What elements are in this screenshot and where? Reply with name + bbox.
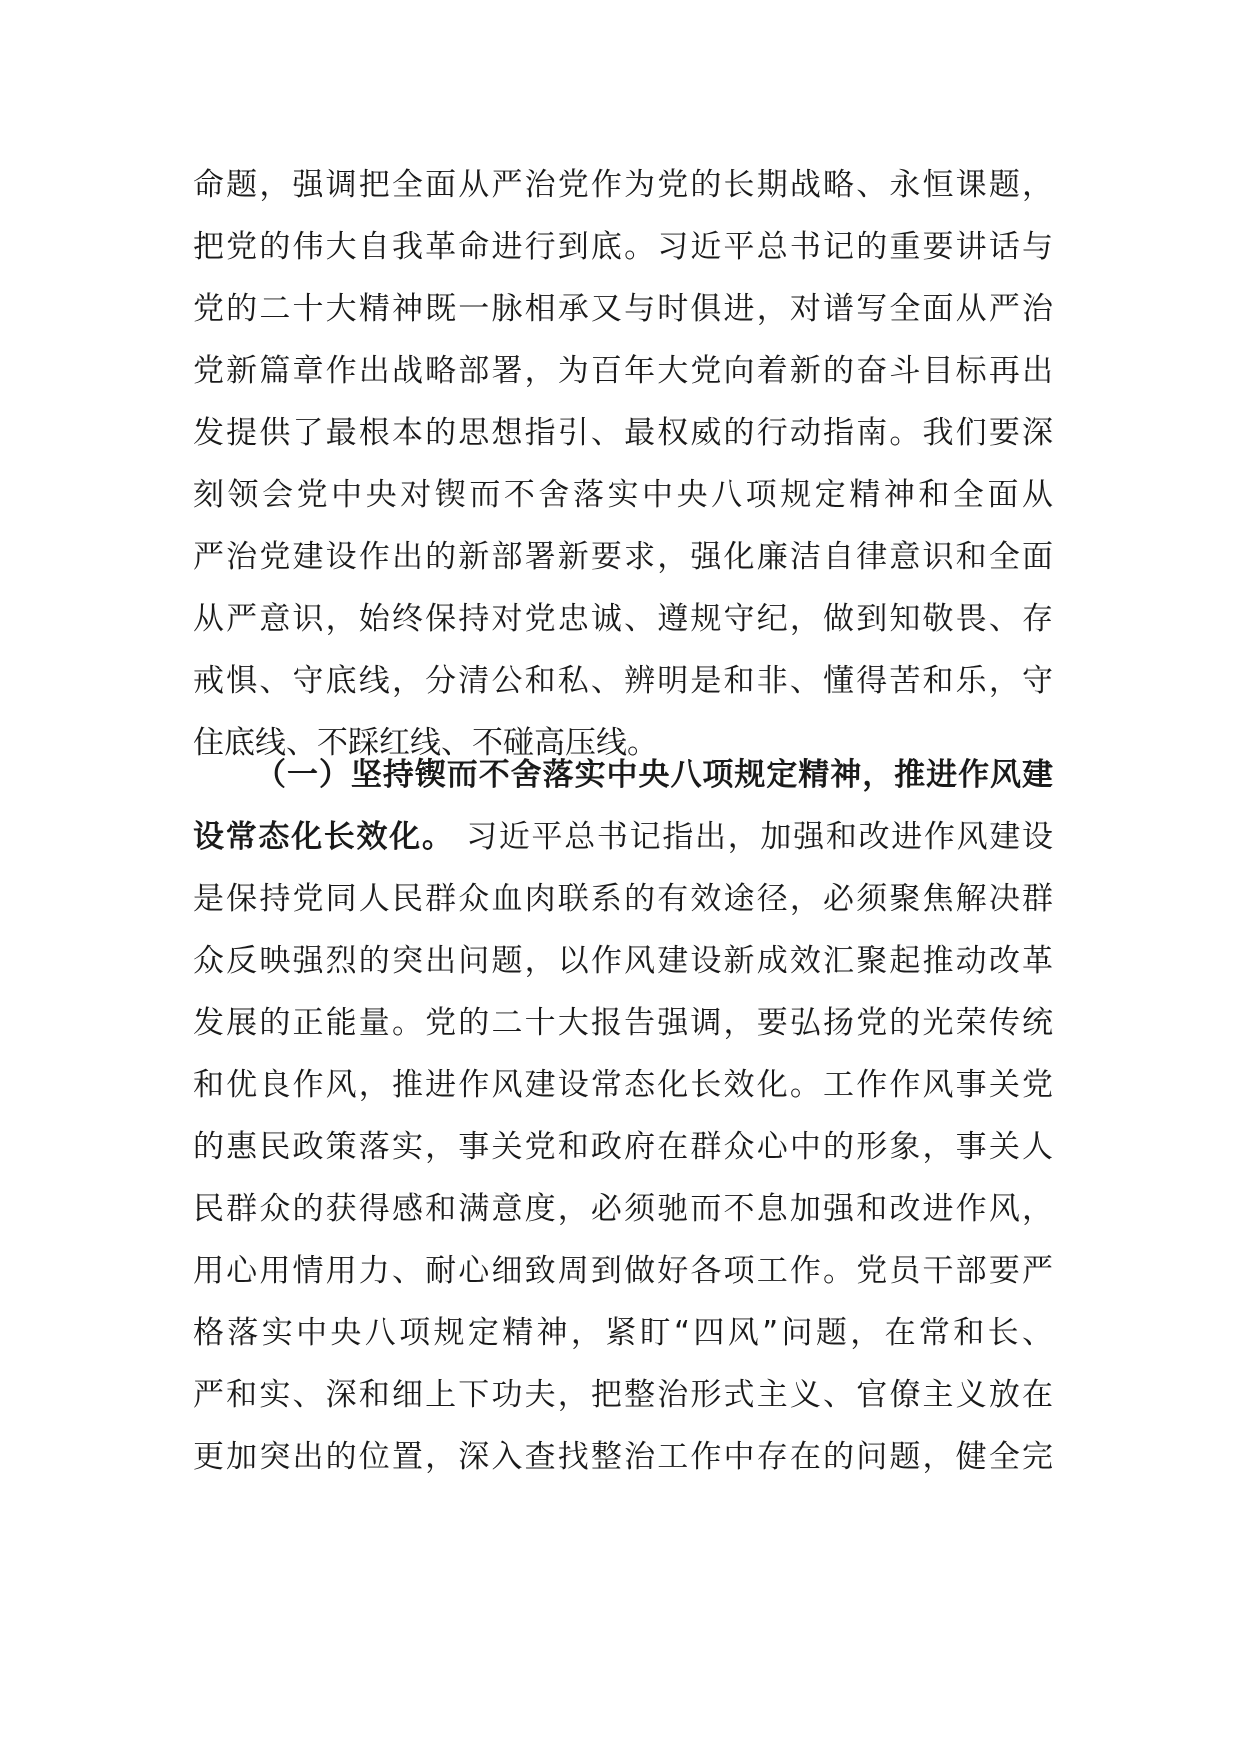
paragraph-1-line: 戒惧、守底线，分清公和私、辨明是和非、懂得苦和乐，守: [193, 663, 1053, 699]
paragraph-2-line: 发展的正能量。党的二十大报告强调，要弘扬党的光荣传统: [193, 1005, 1053, 1041]
paragraph-1-line: 住底线、不踩红线、不碰高压线。: [193, 725, 658, 761]
paragraph-2: [193, 744, 1053, 1488]
paragraph-1-line: 党的二十大精神既一脉相承又与时俱进，对谱写全面从严治: [193, 291, 1053, 327]
paragraph-2-line: 的惠民政策落实，事关党和政府在群众心中的形象，事关人: [193, 1129, 1053, 1165]
paragraph-1-line: 党新篇章作出战略部署，为百年大党向着新的奋斗目标再出: [193, 353, 1053, 389]
section-heading-continued: 设常态化长效化。: [193, 819, 455, 855]
paragraph-2-line: 用心用情用力、耐心细致周到做好各项工作。党员干部要严: [193, 1253, 1053, 1289]
paragraph-2-line: 更加突出的位置，深入查找整治工作中存在的问题，健全完: [193, 1439, 1053, 1475]
paragraph-1-line: 把党的伟大自我革命进行到底。习近平总书记的重要讲话与: [193, 229, 1053, 265]
paragraph-1-line: 严治党建设作出的新部署新要求，强化廉洁自律意识和全面: [193, 539, 1053, 575]
paragraph-2-line: 众反映强烈的突出问题，以作风建设新成效汇聚起推动改革: [193, 943, 1053, 979]
paragraph-1-line: 命题，强调把全面从严治党作为党的长期战略、永恒课题，: [193, 167, 1053, 203]
paragraph-2-line: 是保持党同人民群众血肉联系的有效途径，必须聚焦解决群: [193, 881, 1053, 917]
paragraph-2-line: [193, 806, 1053, 868]
paragraph-2-line: 严和实、深和细上下功夫，把整治形式主义、官僚主义放在: [193, 1377, 1053, 1413]
paragraph-1: [193, 154, 1053, 774]
paragraph-1-line: 刻领会党中央对锲而不舍落实中央八项规定精神和全面从: [193, 477, 1053, 513]
paragraph-2-line: 格落实中央八项规定精神，紧盯“四风”问题，在常和长、: [193, 1315, 1053, 1351]
paragraph-1-line: 从严意识，始终保持对党忠诚、遵规守纪，做到知敬畏、存: [193, 601, 1053, 637]
paragraph-2-line: 民群众的获得感和满意度，必须驰而不息加强和改进作风，: [193, 1191, 1053, 1227]
section-heading: （一）坚持锲而不舍落实中央八项规定精神，推进作风建: [255, 757, 1053, 793]
paragraph-1-line: 发提供了最根本的思想指引、最权威的行动指南。我们要深: [193, 415, 1053, 451]
paragraph-2-text: 习近平总书记指出，加强和改进作风建设: [454, 819, 1053, 855]
paragraph-2-line: 和优良作风，推进作风建设常态化长效化。工作作风事关党: [193, 1067, 1053, 1103]
